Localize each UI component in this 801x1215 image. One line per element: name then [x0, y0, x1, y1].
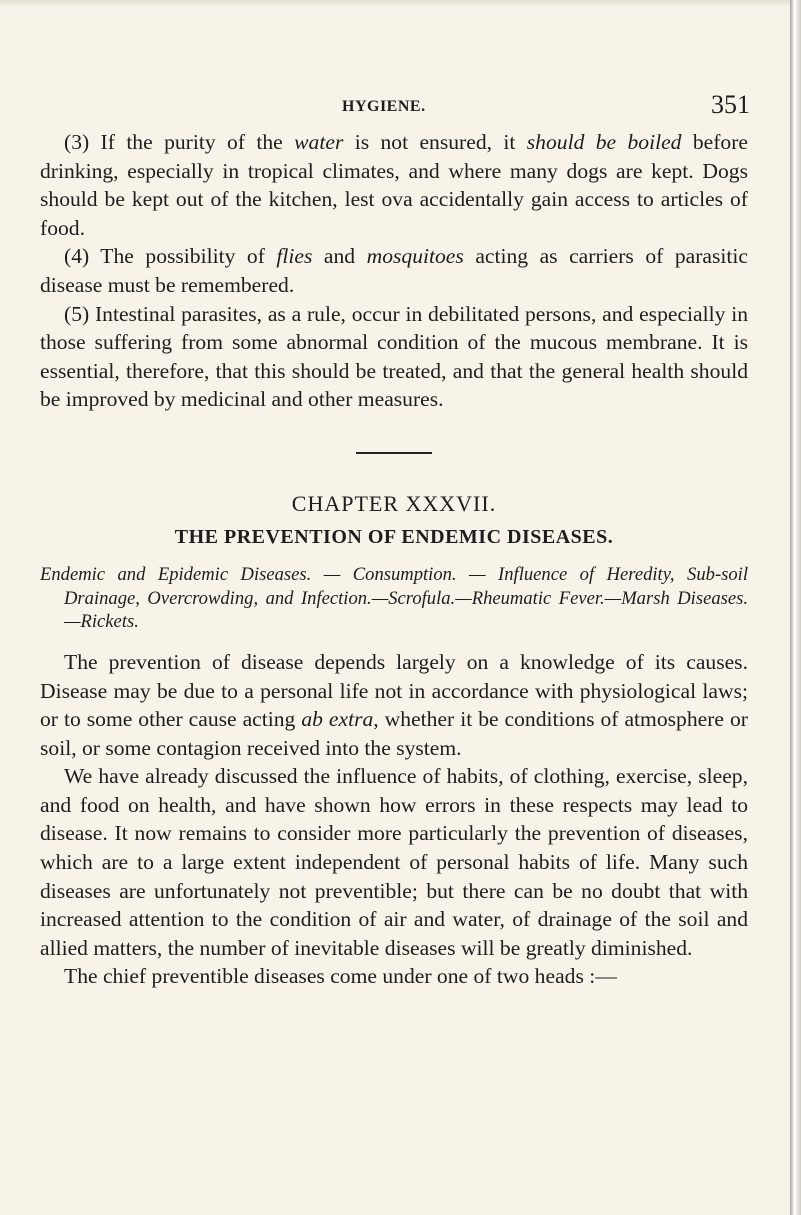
page-number: 351	[711, 90, 750, 119]
page-gutter	[790, 0, 801, 1215]
text-run: acting as carriers of parasitic disease must be remembered.	[40, 244, 748, 297]
paragraph-parasites: (5) Intestinal parasites, as a rule, occur in debilitated persons, and especially in those suffering from some abnormal condition of the mucous membrane. It is essential, therefore, that this should be treated, and that the general health should be improved by medicinal and other measures.	[40, 301, 748, 412]
emphasis-water: water	[294, 130, 344, 154]
paragraph-water	[40, 128, 748, 242]
running-head: HYGIENE.	[342, 98, 426, 115]
chapter-number: CHAPTER XXXVII.	[291, 490, 497, 516]
emphasis-flies: flies	[276, 244, 313, 269]
text-run: and	[312, 244, 367, 269]
text-run: , whether it be conditions of atmosphere or soil, or some contagion received into the system.	[40, 707, 748, 760]
emphasis-ab-extra: ab extra	[301, 707, 374, 732]
text-run: (3) If the purity of the	[64, 130, 295, 154]
paragraph-flies	[40, 242, 748, 299]
section-divider	[356, 452, 432, 454]
chapter-summary: Endemic and Epidemic Diseases. — Consumption. — Influence of Heredity, Sub-soil Drainage, Overcrowding, and Infection.—Scrofula.—Rheumatic Fever.—Marsh Diseases.—Rickets.	[40, 564, 748, 633]
text-run: before drinking, especially in tropical climates, and where many dogs are kept. Dogs should be kept out of the kitchen, lest ova accidentally gain access to articles of food.	[40, 130, 749, 240]
chapter-title: THE PREVENTION OF ENDEMIC DISEASES.	[174, 525, 614, 548]
paragraph-prevention	[40, 648, 748, 762]
paragraph-heads: The chief preventible diseases come under one of two heads :—	[64, 964, 617, 989]
emphasis-mosquitoes: mosquitoes	[366, 244, 464, 269]
text-run: is not ensured, it	[343, 130, 527, 154]
emphasis-boiled: should be boiled	[526, 130, 682, 154]
paragraph-habits: We have already discussed the influence of habits, of clothing, exercise, sleep, and food on health, and have shown how errors in these respects may lead to disease. It now remains to consider more particularly the prevention of diseases, which are to a large extent independent of personal habits of life. Many such diseases are unfortunately not preventible; but there can be no doubt that with increased attention to the condition of air and water, of drainage of the soil and allied matters, the number of inevitable diseases will be greatly diminished.	[40, 764, 748, 960]
text-run: (4) The possibility of	[64, 244, 277, 269]
page-body	[40, 128, 748, 991]
scan-shadow	[0, 0, 790, 6]
text-run: The prevention of disease depends largely on a knowledge of its causes. Disease may be due to a personal life not in accordance with physiological laws; or to some other cause acting	[40, 649, 748, 732]
page-header	[40, 88, 750, 128]
